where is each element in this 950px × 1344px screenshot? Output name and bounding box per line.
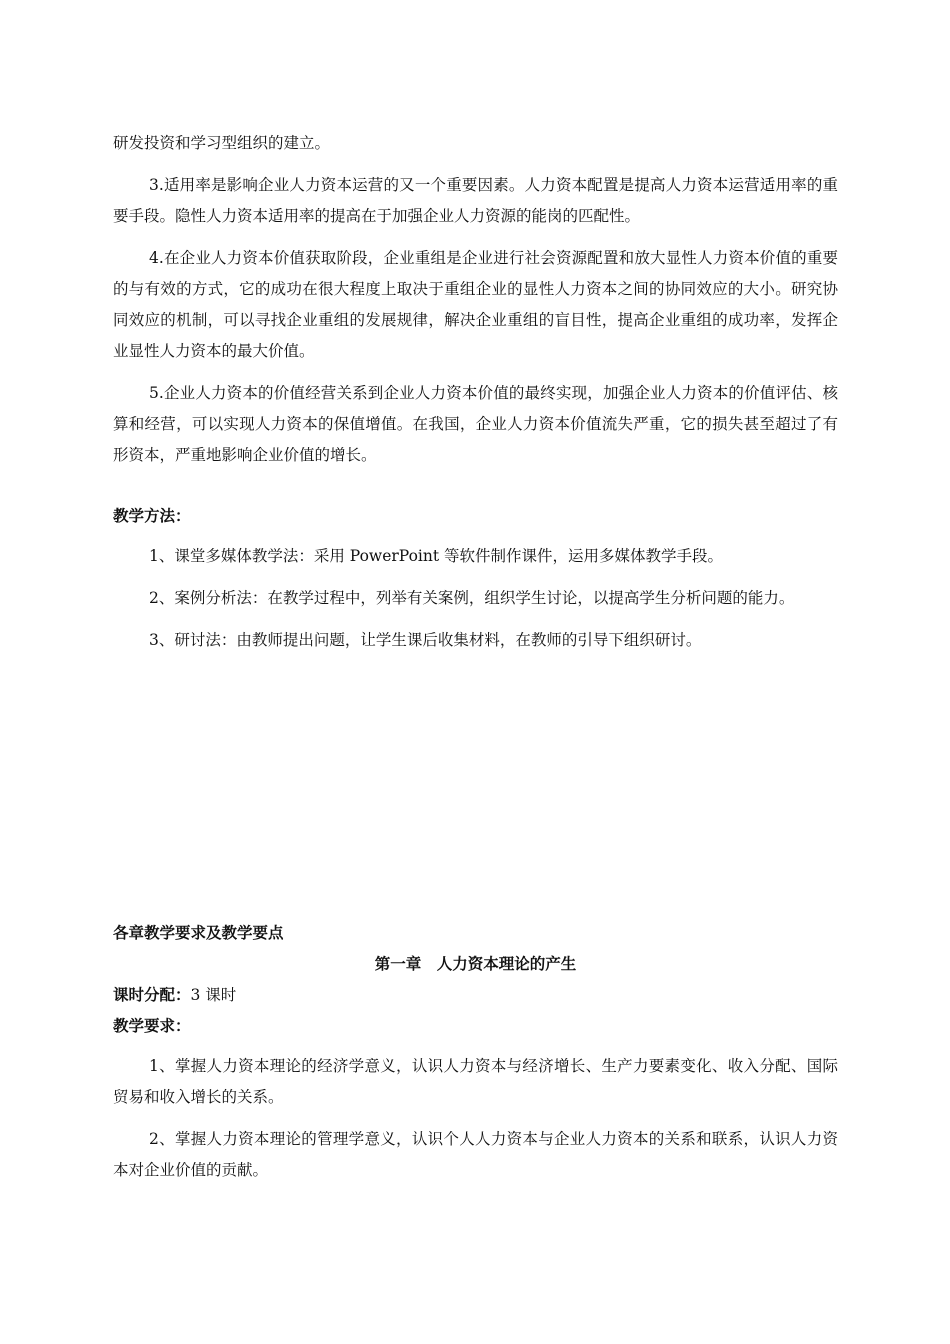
method-item-3: 3、研讨法：由教师提出问题，让学生课后收集材料，在教师的引导下组织研讨。	[149, 631, 702, 649]
paragraph-point-3: 3.适用率是影响企业人力资本运营的又一个重要因素。人力资本配置是提高人力资本运营适用率的重要手段。隐性人力资本适用率的提高在于加强企业人力资源的能岗的匹配性。	[113, 176, 838, 225]
method-item-2: 2、案例分析法：在教学过程中，列举有关案例，组织学生讨论，以提高学生分析问题的能力。	[149, 589, 795, 607]
paragraph-point-4: 4.在企业人力资本价值获取阶段，企业重组是企业进行社会资源配置和放大显性人力资本价值的重要的与有效的方式，它的成功在很大程度上取决于重组企业的显性人力资本之间的协同效应的大小。研究协同效应的机制，可以寻找企业重组的发展规律，解决企业重组的盲目性，提高企业重组的成功率，发挥企业显性人力资本的最大价值。	[113, 249, 838, 360]
hours-label: 课时分配：	[113, 986, 191, 1004]
hours-value: 3 课时	[190, 986, 237, 1004]
method-item-1: 1、课堂多媒体教学法：采用 PowerPoint 等软件制作课件，运用多媒体教学手段。	[149, 547, 724, 565]
chapters-section-heading: 各章教学要求及教学要点	[113, 924, 284, 942]
document-body	[113, 128, 838, 1186]
requirement-item-1: 1、掌握人力资本理论的经济学意义，认识人力资本与经济增长、生产力要素变化、收入分配、国际贸易和收入增长的关系。	[113, 1057, 838, 1106]
hours-line	[113, 980, 838, 1011]
requirements-heading: 教学要求：	[113, 1017, 191, 1035]
paragraph-continuation: 研发投资和学习型组织的建立。	[113, 134, 331, 152]
blank-space	[113, 656, 838, 918]
chapter-title: 第一章 人力资本理论的产生	[374, 955, 577, 973]
requirement-item-2: 2、掌握人力资本理论的管理学意义，认识个人人力资本与企业人力资本的关系和联系，认识人力资本对企业价值的贡献。	[113, 1130, 838, 1179]
teaching-methods-heading: 教学方法：	[113, 507, 191, 525]
paragraph-point-5: 5.企业人力资本的价值经营关系到企业人力资本价值的最终实现，加强企业人力资本的价值评估、核算和经营，可以实现人力资本的保值增值。在我国，企业人力资本价值流失严重，它的损失甚至超过了有形资本，严重地影响企业价值的增长。	[113, 384, 838, 464]
